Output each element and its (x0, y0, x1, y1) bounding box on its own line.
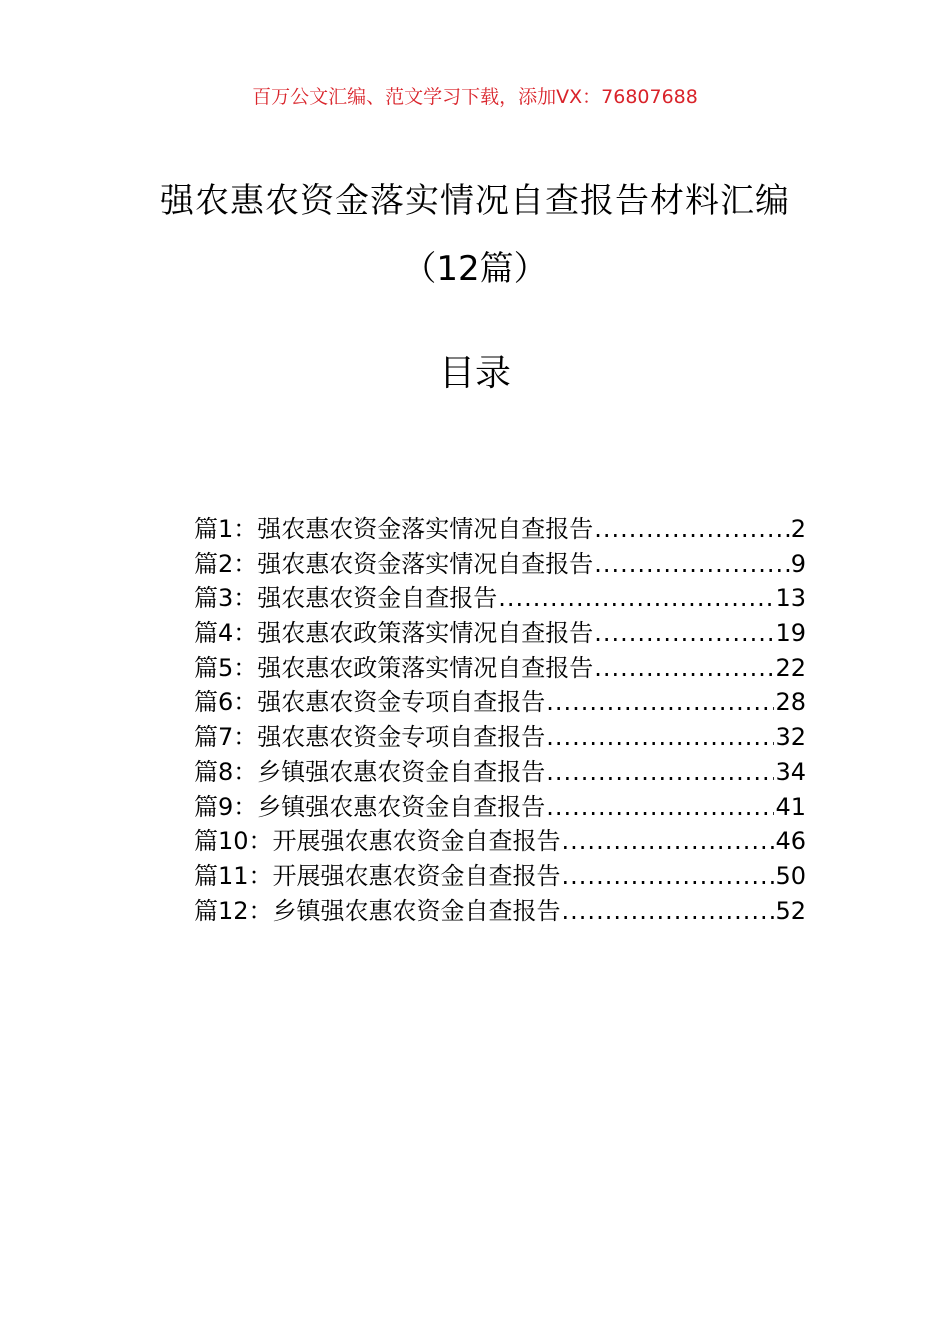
toc-leader-dots (546, 720, 774, 755)
toc-item-label: 篇10：开展强农惠农资金自查报告 (194, 827, 561, 856)
toc-item-label: 篇3：强农惠农资金自查报告 (194, 584, 498, 613)
toc-item[interactable] (194, 616, 806, 651)
document-title: 强农惠农资金落实情况自查报告材料汇编 (160, 181, 790, 221)
toc-item[interactable] (194, 824, 806, 859)
toc-leader-dots (498, 581, 774, 616)
table-of-contents (194, 512, 806, 928)
toc-item-label: 篇4：强农惠农政策落实情况自查报告 (194, 619, 594, 648)
toc-item-page: 22 (775, 653, 806, 682)
toc-item-page: 13 (775, 584, 806, 613)
toc-item-page: 41 (775, 792, 806, 821)
toc-item-page: 50 (775, 861, 806, 890)
toc-item[interactable] (194, 720, 806, 755)
toc-leader-dots (546, 790, 774, 825)
toc-item[interactable] (194, 547, 806, 582)
toc-item[interactable] (194, 790, 806, 825)
toc-item[interactable] (194, 859, 806, 894)
toc-leader-dots (546, 685, 774, 720)
header-note: 百万公文汇编、范文学习下载，添加VX：76807688 (252, 86, 698, 108)
toc-item-page: 9 (790, 549, 806, 578)
toc-leader-dots (546, 755, 774, 790)
toc-item-label: 篇5：强农惠农政策落实情况自查报告 (194, 653, 594, 682)
toc-item-page: 32 (775, 723, 806, 752)
toc-item-page: 52 (775, 896, 806, 925)
toc-item[interactable] (194, 512, 806, 547)
toc-item-label: 篇11：开展强农惠农资金自查报告 (194, 861, 561, 890)
toc-item-label: 篇9：乡镇强农惠农资金自查报告 (194, 792, 546, 821)
toc-item-label: 篇6：强农惠农资金专项自查报告 (194, 688, 546, 717)
toc-item-page: 19 (775, 619, 806, 648)
toc-leader-dots (594, 651, 774, 686)
toc-leader-dots (562, 859, 775, 894)
toc-leader-dots (562, 824, 775, 859)
toc-item[interactable] (194, 581, 806, 616)
toc-item-label: 篇8：乡镇强农惠农资金自查报告 (194, 757, 546, 786)
toc-item[interactable] (194, 894, 806, 929)
toc-item-label: 篇2：强农惠农资金落实情况自查报告 (194, 549, 594, 578)
toc-item[interactable] (194, 651, 806, 686)
toc-item-label: 篇1：强农惠农资金落实情况自查报告 (194, 515, 594, 543)
toc-leader-dots (594, 547, 789, 582)
toc-item-page: 2 (790, 515, 806, 543)
toc-item-page: 34 (775, 757, 806, 786)
toc-item-label: 篇7：强农惠农资金专项自查报告 (194, 723, 546, 752)
toc-item[interactable] (194, 755, 806, 790)
toc-leader-dots (594, 616, 774, 651)
toc-item-page: 46 (775, 827, 806, 856)
toc-item-page: 28 (775, 688, 806, 717)
toc-heading: 目录 (438, 353, 511, 394)
toc-item-label: 篇12：乡镇强农惠农资金自查报告 (194, 896, 561, 925)
toc-item[interactable] (194, 685, 806, 720)
toc-leader-dots (594, 512, 789, 547)
toc-leader-dots (562, 894, 775, 929)
document-subtitle: （12篇） (402, 249, 548, 289)
